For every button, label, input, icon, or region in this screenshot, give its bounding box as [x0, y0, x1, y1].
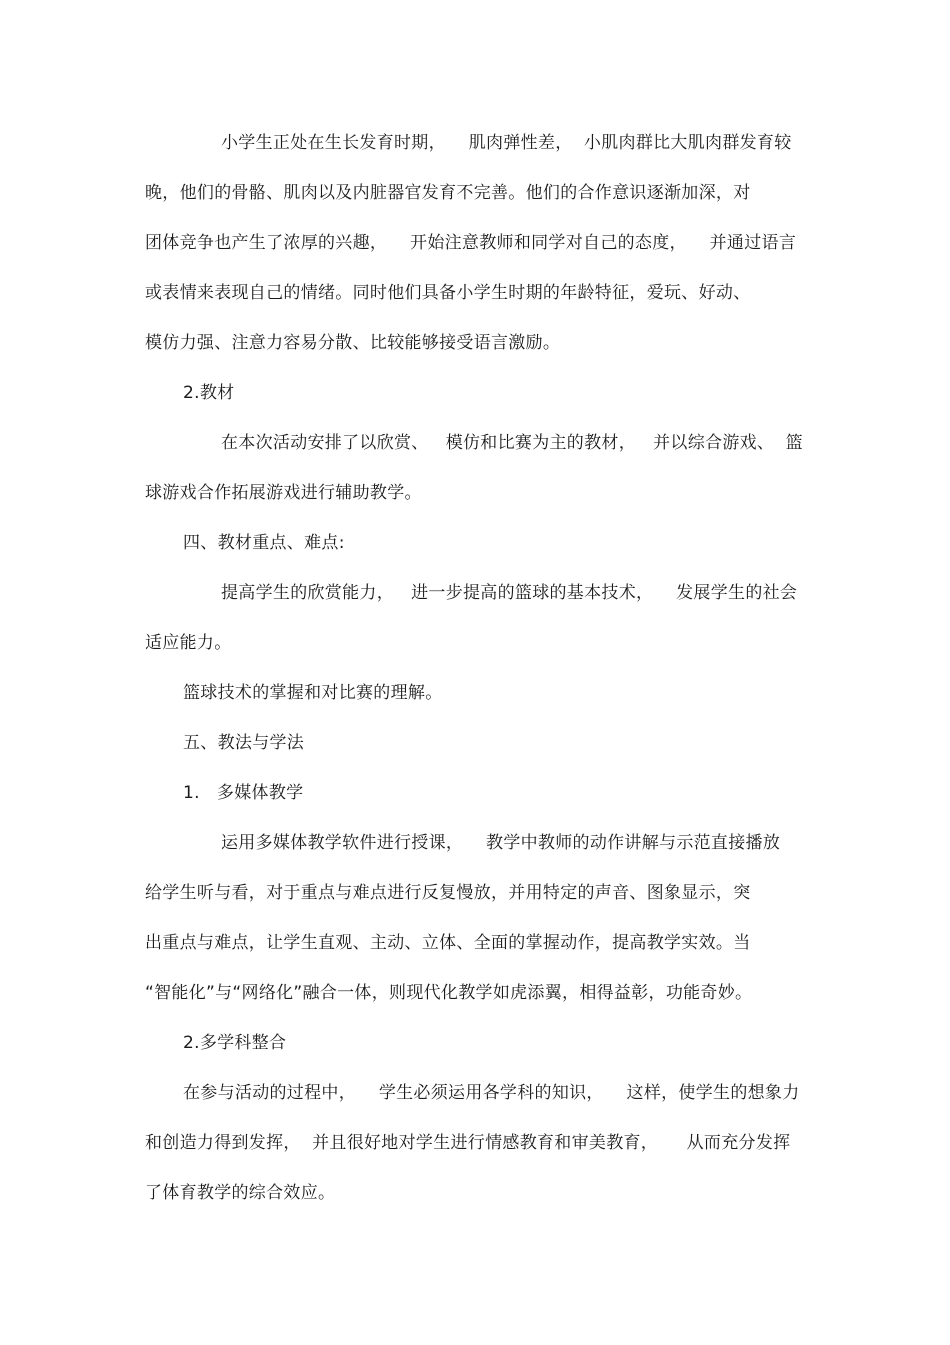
section-heading: 四、教材重点、难点: — [183, 533, 345, 553]
paragraph-line: 适应能力。 — [145, 633, 232, 653]
section-heading: 1. 多媒体教学 — [183, 783, 304, 803]
paragraph-line: 晚，他们的骨骼、肌肉以及内脏器官发育不完善。他们的合作意识逐渐加深，对 — [145, 183, 751, 203]
paragraph-line: 出重点与难点，让学生直观、主动、立体、全面的掌握动作，提高教学实效。当 — [145, 933, 751, 953]
paragraph-line: 篮球技术的掌握和对比赛的理解。 — [183, 683, 443, 703]
paragraph-line: 和创造力得到发挥， 并且很好地对学生进行情感教育和审美教育， 从而充分发挥 — [145, 1133, 791, 1153]
paragraph-line: 团体竞争也产生了浓厚的兴趣， 开始注意教师和同学对自己的态度， 并通过语言 — [145, 233, 797, 253]
paragraph-line: “智能化”与“网络化”融合一体，则现代化教学如虎添翼，相得益彰，功能奇妙。 — [145, 983, 753, 1003]
paragraph-line: 小学生正处在生长发育时期， 肌肉弹性差， 小肌肉群比大肌肉群发育较 — [221, 133, 792, 153]
section-heading: 五、教法与学法 — [183, 733, 305, 753]
paragraph-line: 模仿力强、注意力容易分散、比较能够接受语言激励。 — [145, 333, 561, 353]
section-heading: 2.教材 — [183, 383, 235, 403]
paragraph-line: 球游戏合作拓展游戏进行辅助教学。 — [145, 483, 422, 503]
paragraph-line: 给学生听与看，对于重点与难点进行反复慢放，并用特定的声音、图象显示，突 — [145, 883, 751, 903]
paragraph-line: 运用多媒体教学软件进行授课， 教学中教师的动作讲解与示范直接播放 — [221, 833, 781, 853]
section-heading: 2.多学科整合 — [183, 1033, 287, 1053]
paragraph-line: 在本次活动安排了以欣赏、 模仿和比赛为主的教材， 并以综合游戏、 篮 — [221, 433, 803, 453]
paragraph-line: 在参与活动的过程中， 学生必须运用各学科的知识， 这样，使学生的想象力 — [183, 1083, 800, 1103]
paragraph-line: 了体育教学的综合效应。 — [145, 1183, 336, 1203]
paragraph-line: 提高学生的欣赏能力， 进一步提高的篮球的基本技术， 发展学生的社会 — [221, 583, 798, 603]
paragraph-line: 或表情来表现自己的情绪。同时他们具备小学生时期的年龄特征，爱玩、好动、 — [145, 283, 751, 303]
